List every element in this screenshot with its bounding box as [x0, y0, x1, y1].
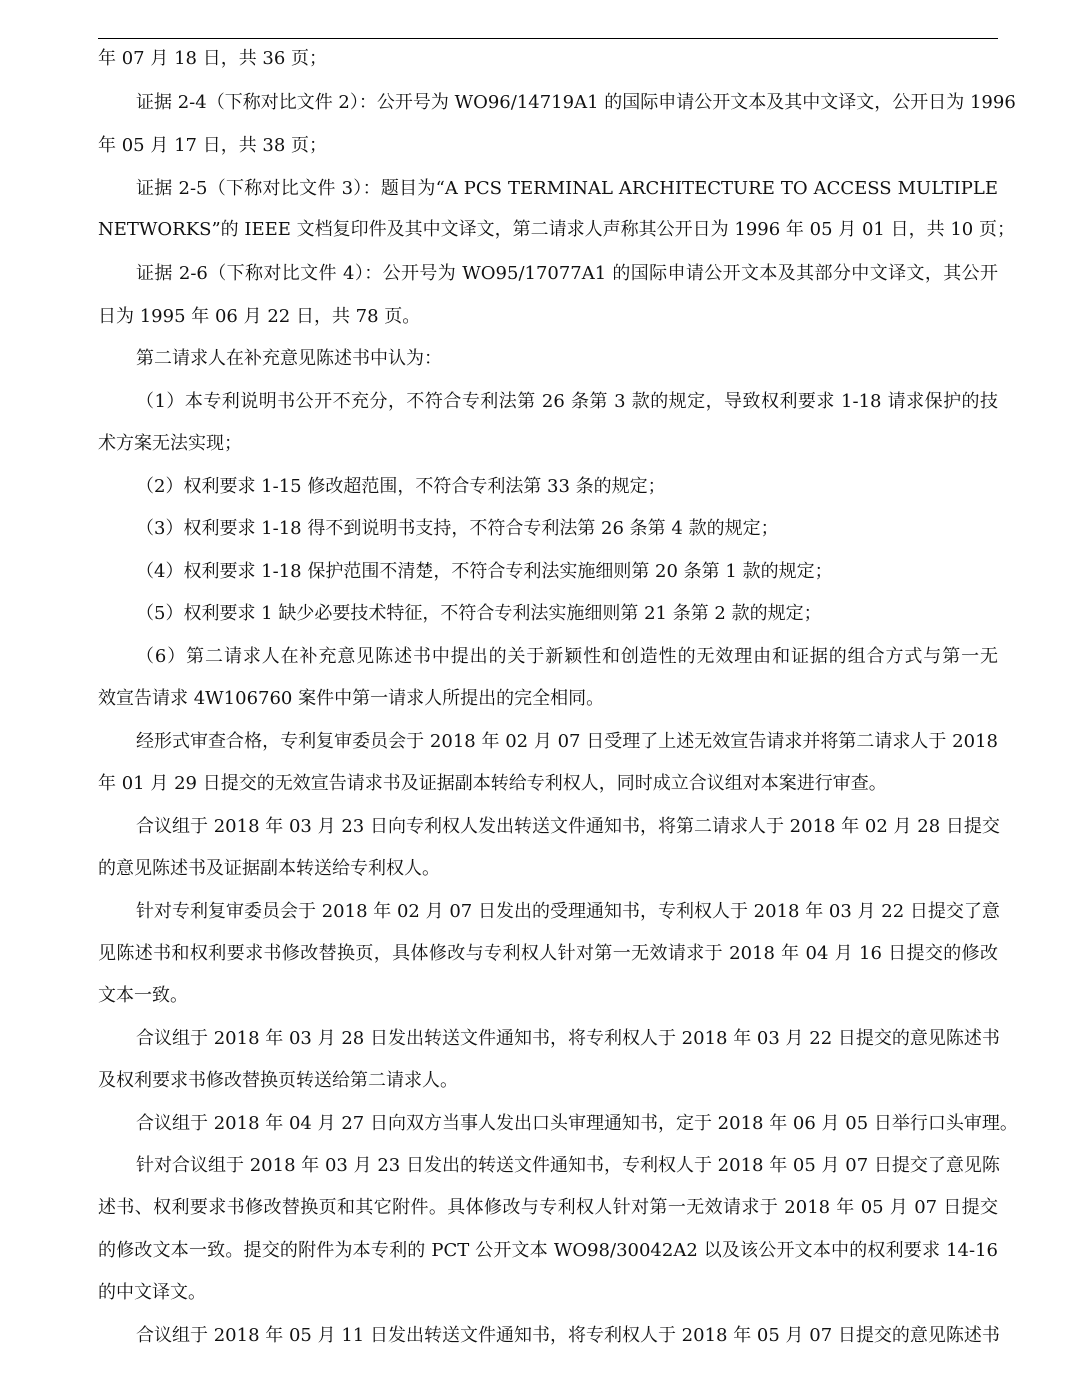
text-line: 证据 2-6（下称对比文件 4）：公开号为 WO95/17077A1 的国际申请公开文本及其部分中文译文，其公开: [136, 263, 998, 284]
text-line: （2）权利要求 1-15 修改超范围，不符合专利法第 33 条的规定；: [136, 476, 666, 497]
text-line: 及权利要求书修改替换页转送给第二请求人。: [98, 1070, 458, 1091]
text-line: 的中文译文。: [98, 1282, 206, 1303]
text-line: 针对合议组于 2018 年 03 月 23 日发出的转送文件通知书，专利权人于 2018 年 05 月 07 日提交了意见陈: [136, 1155, 1000, 1176]
text-line: （1）本专利说明书公开不充分，不符合专利法第 26 条第 3 款的规定，导致权利要求 1-18 请求保护的技: [136, 391, 998, 412]
text-line: 合议组于 2018 年 04 月 27 日向双方当事人发出口头审理通知书，定于 2018 年 06 月 05 日举行口头审理。: [136, 1113, 1018, 1134]
text-line: 年 01 月 29 日提交的无效宣告请求书及证据副本转给专利权人，同时成立合议组对本案进行审查。: [98, 773, 887, 794]
text-line: 见陈述书和权利要求书修改替换页，具体修改与专利权人针对第一无效请求于 2018 年 04 月 16 日提交的修改: [98, 943, 998, 964]
text-line: 年 07 月 18 日，共 36 页；: [98, 48, 328, 69]
text-line: 效宣告请求 4W106760 案件中第一请求人所提出的完全相同。: [98, 688, 605, 709]
text-line: 年 05 月 17 日，共 38 页；: [98, 135, 328, 156]
text-line: （3）权利要求 1-18 得不到说明书支持，不符合专利法第 26 条第 4 款的规定；: [136, 518, 779, 539]
text-line: 术方案无法实现；: [98, 433, 242, 454]
text-line: 第二请求人在补充意见陈述书中认为：: [136, 348, 442, 369]
text-line: 证据 2-4（下称对比文件 2）：公开号为 WO96/14719A1 的国际申请公开文本及其中文译文，公开日为 1996: [136, 92, 1016, 113]
text-line: 合议组于 2018 年 03 月 23 日向专利权人发出转送文件通知书，将第二请求人于 2018 年 02 月 28 日提交: [136, 816, 1000, 837]
text-line: 文本一致。: [98, 985, 188, 1006]
text-line: 述书、权利要求书修改替换页和其它附件。具体修改与专利权人针对第一无效请求于 2018 年 05 月 07 日提交: [98, 1197, 998, 1218]
text-line: 针对专利复审委员会于 2018 年 02 月 07 日发出的受理通知书，专利权人于 2018 年 03 月 22 日提交了意: [136, 901, 1000, 922]
text-line: 的修改文本一致。提交的附件为本专利的 PCT 公开文本 WO98/30042A2 以及该公开文本中的权利要求 14-16: [98, 1240, 998, 1261]
text-line: 日为 1995 年 06 月 22 日，共 78 页。: [98, 306, 421, 327]
text-line: 经形式审查合格，专利复审委员会于 2018 年 02 月 07 日受理了上述无效宣告请求并将第二请求人于 2018: [136, 731, 998, 752]
text-line: 证据 2-5（下称对比文件 3）：题目为“A PCS TERMINAL ARCHITECTURE TO ACCESS MULTIPLE: [136, 178, 998, 199]
text-line: （6）第二请求人在补充意见陈述书中提出的关于新颖性和创造性的无效理由和证据的组合方式与第一无: [136, 646, 998, 667]
text-line: 合议组于 2018 年 05 月 11 日发出转送文件通知书，将专利权人于 2018 年 05 月 07 日提交的意见陈述书: [136, 1325, 1000, 1346]
text-line: 的意见陈述书及证据副本转送给专利权人。: [98, 858, 440, 879]
text-line: （4）权利要求 1-18 保护范围不清楚，不符合专利法实施细则第 20 条第 1 款的规定；: [136, 561, 833, 582]
header-rule: [98, 38, 998, 39]
text-line: （5）权利要求 1 缺少必要技术特征，不符合专利法实施细则第 21 条第 2 款的规定；: [136, 603, 822, 624]
text-line: NETWORKS”的 IEEE 文档复印件及其中文译文，第二请求人声称其公开日为 1996 年 05 月 01 日，共 10 页；: [98, 219, 1015, 240]
text-line: 合议组于 2018 年 03 月 28 日发出转送文件通知书，将专利权人于 2018 年 03 月 22 日提交的意见陈述书: [136, 1028, 1000, 1049]
